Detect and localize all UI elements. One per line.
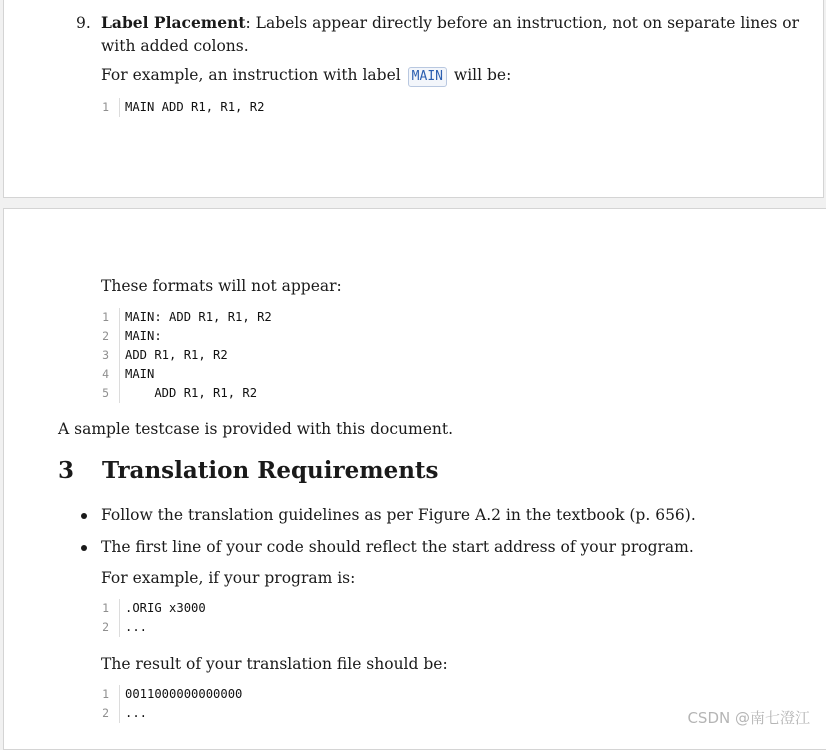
bullet-2: The first line of your code should reflect the start address of your program. xyxy=(101,538,694,556)
line-number: 2 xyxy=(94,704,120,723)
line-number: 2 xyxy=(94,327,120,346)
code-line xyxy=(94,365,272,384)
code-line xyxy=(94,98,264,117)
code-block-label-example xyxy=(94,98,264,117)
bullet-1: Follow the translation guidelines as per Figure A.2 in the textbook (p. 656). xyxy=(101,506,696,524)
line-number: 1 xyxy=(94,685,120,704)
formats-intro: These formats will not appear: xyxy=(101,277,342,295)
result-intro: The result of your translation file should be: xyxy=(101,655,448,673)
code-text: MAIN ADD R1, R1, R2 xyxy=(125,100,265,114)
code-text: .ORIG x3000 xyxy=(125,601,206,615)
line-number: 3 xyxy=(94,346,120,365)
sample-note: A sample testcase is provided with this document. xyxy=(58,420,454,438)
code-line xyxy=(94,346,272,365)
code-text: ... xyxy=(125,620,148,634)
line-number: 4 xyxy=(94,365,120,384)
code-block-program xyxy=(94,599,206,637)
bullet-dot xyxy=(81,513,87,519)
page-bottom xyxy=(3,208,826,750)
code-line xyxy=(94,704,242,723)
bullet-dot xyxy=(81,545,87,551)
item-text: : Labels appear directly before an instruction, not on separate lines or xyxy=(245,14,800,32)
item-title: Label Placement xyxy=(101,13,246,32)
line-number: 5 xyxy=(94,384,120,403)
line-number: 1 xyxy=(94,599,120,618)
example-suffix: will be: xyxy=(453,66,512,84)
line-number: 1 xyxy=(94,98,120,117)
code-line xyxy=(94,618,206,637)
code-text: ADD R1, R1, R2 xyxy=(125,348,228,362)
item-9-line1 xyxy=(101,13,799,33)
code-line xyxy=(94,599,206,618)
line-number: 1 xyxy=(94,308,120,327)
code-line xyxy=(94,308,272,327)
code-line xyxy=(94,685,242,704)
code-line xyxy=(94,384,272,403)
code-text: MAIN: xyxy=(125,329,162,343)
example-intro: For example, if your program is: xyxy=(101,569,356,587)
code-text: MAIN xyxy=(125,367,155,381)
example-sentence xyxy=(101,65,511,87)
watermark: CSDN @南七澄江 xyxy=(687,709,810,727)
code-block-result xyxy=(94,685,242,723)
code-text: ADD R1, R1, R2 xyxy=(125,386,258,400)
item-9-line2: with added colons. xyxy=(101,37,249,55)
code-text: MAIN: ADD R1, R1, R2 xyxy=(125,310,272,324)
section-title: Translation Requirements xyxy=(102,457,439,484)
inline-code-label: MAIN xyxy=(408,67,447,87)
item-number: 9. xyxy=(76,14,91,32)
example-prefix: For example, an instruction with label xyxy=(101,66,401,84)
section-number: 3 xyxy=(58,457,75,484)
code-block-invalid-formats xyxy=(94,308,272,403)
code-line xyxy=(94,327,272,346)
line-number: 2 xyxy=(94,618,120,637)
code-text: 0011000000000000 xyxy=(125,687,243,701)
page-top xyxy=(3,0,824,198)
code-text: ... xyxy=(125,706,148,720)
